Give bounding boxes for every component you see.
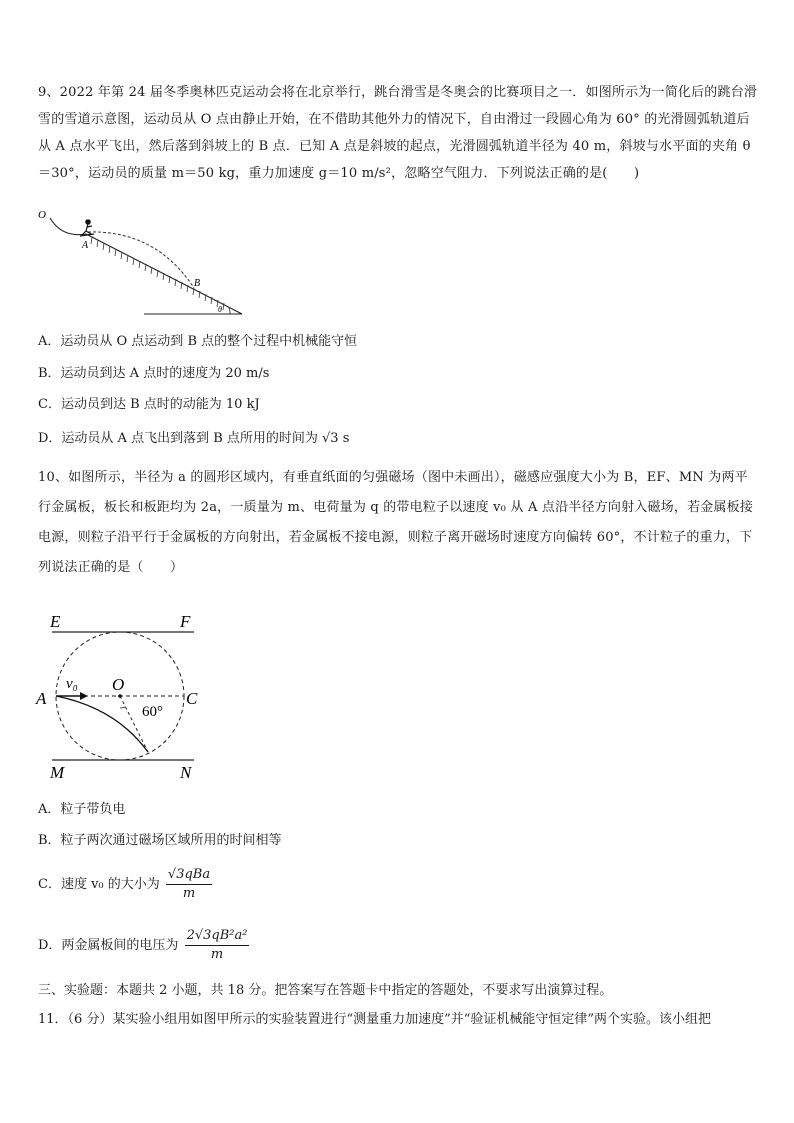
magnetic-field-figure (34, 612, 214, 784)
label-60deg: 60° (142, 704, 163, 720)
q10-option-d (38, 927, 249, 964)
q10-option-a: A．粒子带负电 (38, 802, 126, 817)
label-O: O (112, 675, 125, 694)
q9-option-d: D．运动员从 A 点飞出到落到 B 点所用的时间为 √3 s (38, 431, 350, 446)
arc-track (50, 218, 86, 235)
label-M: M (50, 763, 65, 782)
skier-icon (80, 220, 94, 236)
label-E: E (50, 612, 61, 631)
q10-option-b: B．粒子两次通过磁场区域所用的时间相等 (38, 833, 282, 848)
question-11-text: 11．（6 分）某实验小组用如图甲所示的实验装置进行“测量重力加速度”并“验证机械能守恒定律”两个实验。该小组把 (38, 1012, 712, 1027)
angle-arc (120, 707, 125, 708)
theta-arc (229, 308, 230, 314)
question-9-text: 9、2022 年第 24 届冬季奥林匹克运动会将在北京举行，跳台滑雪是冬奥会的比赛项目之一．如图所示为一简化后的跳台滑雪的雪道示意图，运动员从 O 点由静止开始，在不借助其他外力的情况下，自由滑过一段圆心角为 60° 的光滑圆弧轨道后从 A 点水平飞出，然后落到斜坡上的 B 点．已知 A 点是斜坡的起点，光滑圆弧轨道半径为 40 m，斜坡与水平面的夹角 θ＝30°，运动员的质量 m＝50 kg，重力加速度 g＝10 m/s²，忽略空气阻力．下列说法正确的是( ) (38, 85, 758, 181)
q10-option-c-prefix: C．速度 v₀ 的大小为 (38, 877, 160, 892)
center-dot (118, 694, 122, 698)
label-A: A (36, 689, 47, 708)
q9-option-a: A．运动员从 O 点运动到 B 点的整个过程中机械能守恒 (38, 334, 358, 349)
label-A: A (82, 240, 89, 251)
option-d-denominator: m (210, 947, 224, 962)
slope-hatching (91, 237, 224, 310)
section-3-heading: 三、实验题：本题共 2 小题，共 18 分。把答案写在答题卡中指定的答题处，不要求写出演算过程。 (38, 983, 613, 998)
label-v0: v₀ (66, 676, 78, 692)
label-N: N (180, 763, 192, 782)
label-O: O (38, 209, 46, 221)
q9-option-b: B．运动员到达 A 点时的速度为 20 m/s (38, 366, 270, 381)
q9-option-c: C．运动员到达 B 点时的动能为 10 kJ (38, 397, 260, 412)
q10-option-c (38, 866, 212, 903)
q10-option-d-prefix: D．两金属板间的电压为 (38, 938, 179, 953)
option-d-numerator: 2√3qB²a² (185, 927, 250, 946)
trajectory-dashed (88, 232, 194, 288)
label-F: F (180, 612, 191, 631)
option-d-fraction (185, 927, 250, 964)
question-10-text: 10、如图所示，半径为 a 的圆形区域内，有垂直纸面的匀强磁场（图中未画出），磁感应强度大小为 B，EF、MN 为两平行金属板，板长和板距均为 2a，一质量为 m、电荷量为 q 的带电粒子以速度 v₀ 从 A 点沿半径方向射入磁场，若金属板接电源，则粒子沿平行于金属板的方向射出，若金属板不接电源，则粒子离开磁场时速度方向偏转 60°，不计粒子的重力，下列说法正确的是（ ） (38, 470, 754, 575)
option-c-fraction (166, 866, 212, 903)
label-theta: θ (218, 305, 222, 314)
option-c-numerator: √3qBa (166, 866, 212, 885)
label-C: C (186, 689, 198, 708)
velocity-arrowhead (80, 692, 88, 700)
option-c-denominator: m (182, 886, 196, 901)
label-B: B (194, 278, 201, 289)
ski-jump-figure (36, 206, 250, 318)
